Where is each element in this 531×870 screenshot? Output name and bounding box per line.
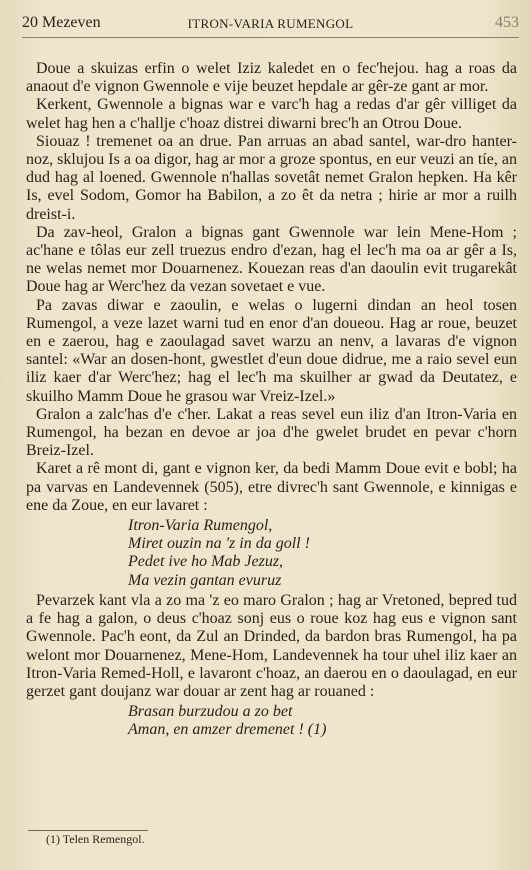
- paragraph: Pa zavas diwar e zaoulin, e welas o lugerni dindan an heol tosen Rumengol, a veze lazet warni tud en enor d'an doueou. Hag ar roue, beuzet en e zaerou, hag e zaoulagad savet warzu an nenv, a lavaras d'e vignon santel: «War an dosen-hont, gwestlet d'eun doue didrue, me a raio sevel eun iliz kaer d'ar Werc'hez; hag el lec'h ma skuilher ar gwad da Deutatez, e skuilho Mamm Doue he grasou war Vreiz-Izel.»: [26, 296, 517, 405]
- paragraph: Gralon a zalc'has d'e c'her. Lakat a reas sevel eun iliz d'an Itron-Varia en Rumengol, ha bezan en devoe ar joa d'he gwelet brudet en pevar c'horn Breiz-Izel.: [26, 405, 517, 460]
- verse-line: Pedet ive ho Mab Jezuz,: [128, 553, 284, 571]
- paragraph: Pevarzek kant vla a zo ma 'z eo maro Gralon ; hag ar Vretoned, bepred tud a fe hag a galon, o deus c'hoaz sonj eus o roue koz hag eus e vignon sant Gwennole. Pac'h eont, da Zul an Drinded, da bardon bras Rumengol, ha pa welont mor Douarnenez, Mene-Hom, Landevennek ha tour uhel iliz kaer an Itron-Varia Remed-Holl, e lavaront c'hoaz, an daerou en o daoulagad, en eur gerzet gant doujanz war douar ar zent hag ar rouaned :: [26, 591, 517, 700]
- header-issue: 20 Mezeven: [22, 14, 101, 31]
- paragraph: Da zav-heol, Gralon a bignas gant Gwennole war lein Mene-Hom ; ac'hane e tôlas eur zell truezus endro d'ezan, hag el lec'h ma oa ar gêr a Is, ne welas nemet mor Douarnenez. Kouezan reas d'an daoulin evit trugarekât Doue hag ar Werc'hez da vezan sovetaet e vue.: [26, 223, 517, 296]
- paragraph: Siouaz ! tremenet oa an drue. Pan arruas an abad santel, war-dro hanter-noz, sklujou Is a oa digor, hag ar mor a groze spontus, en eur veuzi an tíe, an dud hag al loened. Gwennole n'hallas sovetât nemet Gralon hepken. Ha kêr Is, evel Sodom, Gomor ha Babilon, a zo êt da netra ; hirie ar mor a ruilh dreist-i.: [26, 132, 517, 223]
- header-rule: [22, 37, 519, 38]
- paragraph: Kerkent, Gwennole a bignas war e varc'h hag a redas d'ar gêr villiget da welet hag hen a c'hallje c'hoaz distrei diwarni brec'h an Otrou Doue.: [26, 96, 517, 132]
- verse-line: Brasan burzudou a zo bet: [128, 703, 293, 721]
- footnote: (1) Telen Remengol.: [46, 832, 145, 846]
- paragraph: Karet a rê mont di, gant e vignon ker, da bedi Mamm Doue evit e bobl; ha pa varvas en Landevennek (505), etre divrec'h sant Gwennole, e kinnigas e ene da Zoue, en eur lavaret :: [26, 460, 517, 514]
- header-running-title: ITRON-VARIA RUMENGOL: [187, 16, 354, 31]
- paragraph: Doue a skuizas erfin o welet Iziz kaledet en o fec'hejou. hag a roas da anaout d'e vignon Gwennole e vije beuzet hepdale ar gêr-ze gant ar mor.: [26, 60, 517, 96]
- verse-line: Aman, en amzer dremenet ! (1): [128, 721, 327, 739]
- verse-line: Miret ouzin na 'z in da goll !: [128, 535, 310, 553]
- footnote-rule: [28, 830, 148, 831]
- article-body: [26, 60, 517, 742]
- verse-couplet: [128, 703, 517, 739]
- verse-line: Ma vezin gantan evuruz: [128, 571, 282, 589]
- verse-stanza: [128, 517, 517, 590]
- header-page-number: 453: [495, 14, 519, 31]
- page-header: [22, 12, 519, 34]
- verse-line: Itron-Varia Rumengol,: [128, 517, 273, 535]
